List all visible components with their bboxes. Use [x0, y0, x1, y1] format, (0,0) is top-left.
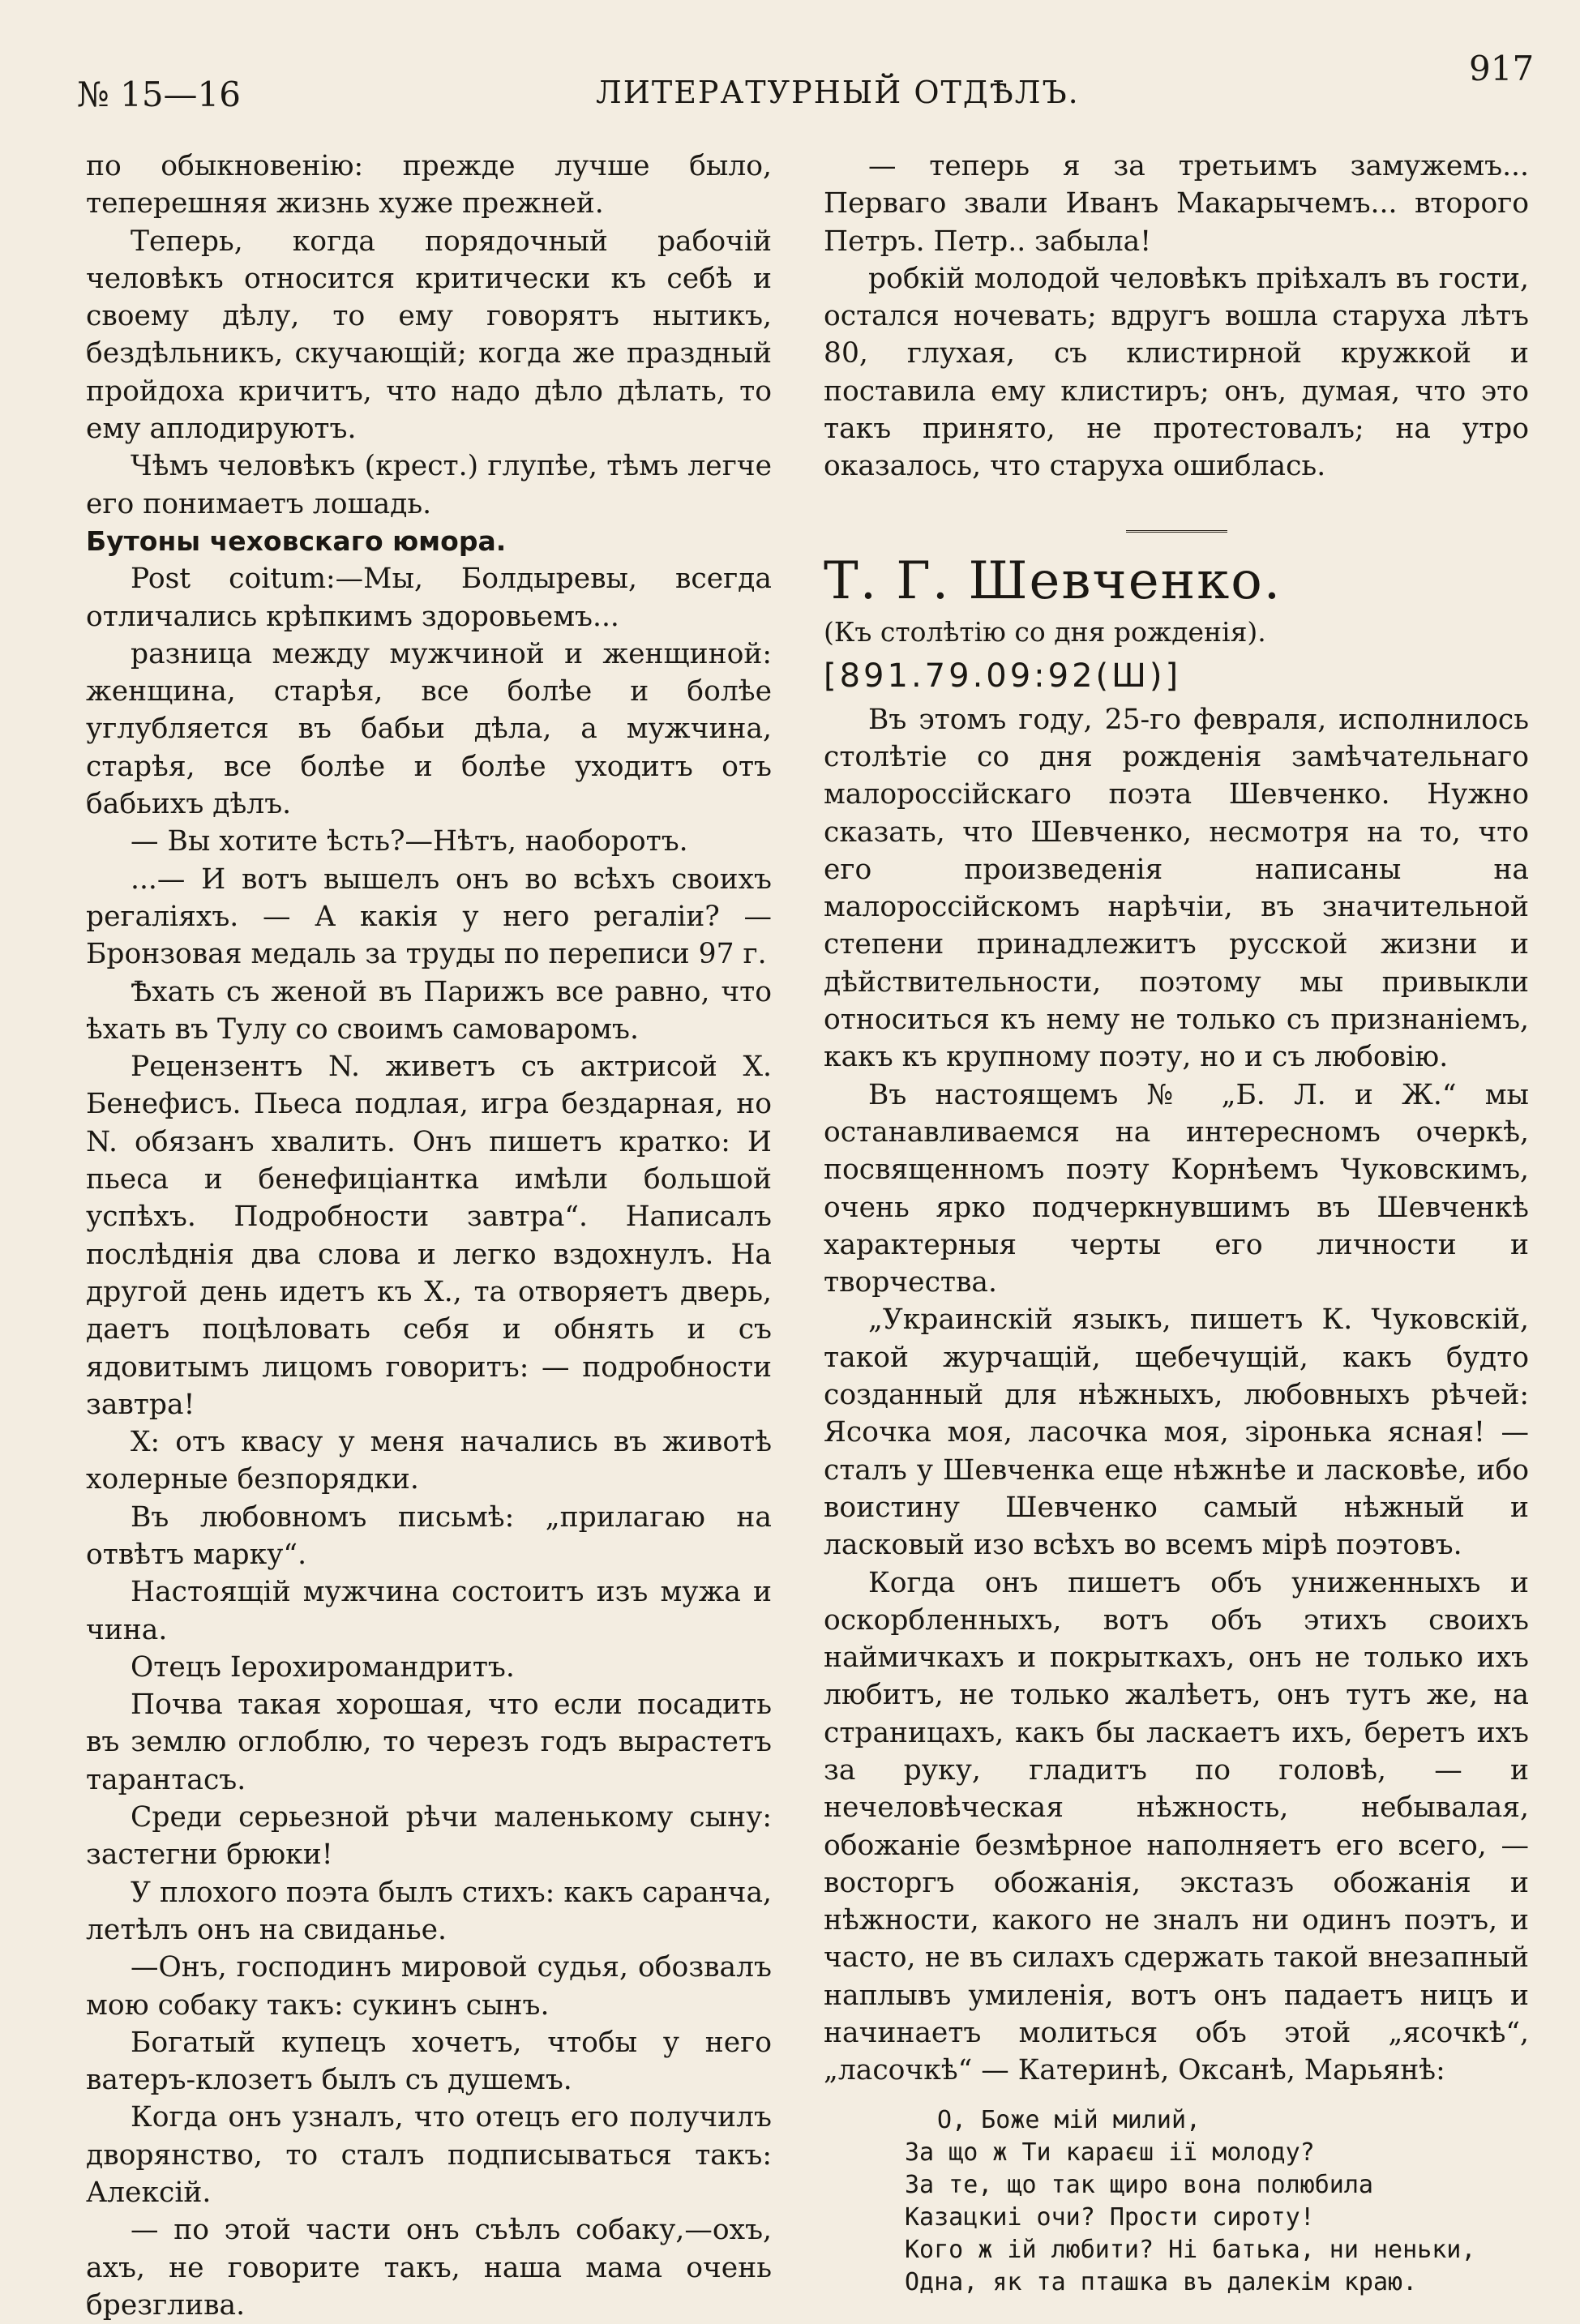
running-header: ЛИТЕРАТУРНЫЙ ОТДѢЛЪ.: [596, 75, 1080, 110]
paragraph: X: отъ квасу у меня начались въ животѣ холерные безпорядки.: [86, 1426, 772, 1496]
right-column: [824, 148, 1529, 2299]
paragraph: Почва такая хорошая, что если посадить въ землю оглоблю, то черезъ годъ вырастетъ тарантасъ.: [86, 1688, 772, 1796]
paragraph: Когда онъ узналъ, что отецъ его получилъ дворянство, то сталъ подписываться такъ: Алексій.: [86, 2101, 772, 2210]
article-subtitle: (Къ столѣтію со дня рожденія).: [824, 615, 1266, 648]
poem-line: За що ж Ти караєш ії молоду?: [905, 2138, 1315, 2167]
poem-line: За те, що так щиро вона полюбила: [905, 2170, 1373, 2199]
paragraph: Въ этомъ году, 25-го февраля, исполнилось столѣтіе со дня рожденія замѣчательнаго малороссійскаго поэта Шевченко. Нужно сказать, что Шевченко, несмотря на то, что его произведенія написаны на малороссійскомъ нарѣчіи, въ значительной степени принадлежитъ русской жизни и дѣйствительности, поэтому мы привыкли относиться къ нему не только съ признаніемъ, какъ къ крупному поэту, но и съ любовію.: [824, 703, 1529, 1074]
poem-line: Кого ж ій любити? Ні батька, ни неньки,: [905, 2235, 1476, 2264]
paragraph: Настоящій мужчина состоитъ изъ мужа и чина.: [86, 1576, 772, 1646]
article-title: Т. Г. Шевченко.: [824, 550, 1282, 611]
poem-line: Одна, як та пташка въ далекім краю.: [905, 2267, 1418, 2296]
classification-code: [891.79.09:92(Ш)]: [824, 657, 1182, 695]
poem-line: О, Боже мій милий,: [937, 2105, 1201, 2134]
paragraph: Post coitum:—Мы, Болдыревы, всегда отличались крѣпкимъ здоровьемъ...: [86, 563, 772, 633]
paragraph: Теперь, когда порядочный рабочій человѣкъ относится критически къ себѣ и своему дѣлу, то ему говорятъ нытикъ, бездѣльникъ, скучающій; когда же праздный пройдоха кричитъ, что надо дѣло дѣлать, то ему аплодируютъ.: [86, 225, 772, 446]
paragraph: Отецъ Іерохиромандритъ.: [131, 1650, 515, 1684]
paragraph: — Вы хотите ѣсть?—Нѣтъ, наоборотъ.: [131, 825, 688, 858]
paragraph: Рецензентъ N. живетъ съ актрисой X. Бенефисъ. Пьеса подлая, игра бездарная, но N. обязанъ хвалить. Онъ пишетъ кратко: И пьеса и бенефиціантка имѣли большой успѣхъ. Подробности завтра“. Написалъ послѣднія два слова и легко вздохнулъ. На другой день идетъ къ X., та отворяетъ дверь, даетъ поцѣловать себя и обнять и съ ядовитымъ лицомъ говоритъ: — подробности завтра!: [86, 1051, 772, 1421]
paragraph: ...— И вотъ вышелъ онъ во всѣхъ своихъ регаліяхъ. — А какія у него регаліи? — Бронзовая медаль за труды по переписи 97 г.: [86, 862, 772, 971]
paragraph: „Украинскій языкъ, пишетъ К. Чуковскій, такой журчащій, щебечущій, какъ будто созданный для нѣжныхъ, любовныхъ рѣчей: Ясочка моя, ласочка моя, зіронька ясная! — сталъ у Шевченка еще нѣжнѣе и ласковѣе, ибо воистину Шевченко самый нѣжный и ласковый изо всѣхъ во всемъ мірѣ поэтовъ.: [824, 1303, 1529, 1562]
section-divider: [1126, 530, 1227, 533]
paragraph: Чѣмъ человѣкъ (крест.) глупѣе, тѣмъ легче его понимаетъ лошадь.: [86, 450, 772, 520]
paragraph: по обыкновенію: прежде лучше было, теперешняя жизнь хуже прежней.: [86, 150, 772, 220]
paragraph: —Онъ, господинъ мировой судья, обозвалъ мою собаку такъ: сукинъ сынъ.: [86, 1951, 772, 2022]
poem-line: Казацкиі очи? Прости сироту!: [905, 2202, 1315, 2232]
poem-quote: [905, 2104, 1529, 2299]
paragraph: разница между мужчиной и женщиной: женщина, старѣя, все болѣе и болѣе углубляется въ бабьи дѣла, а мужчина, старѣя, все болѣе и болѣе уходитъ отъ бабьихъ дѣлъ.: [86, 637, 772, 821]
paragraph: Ѣхать съ женой въ Парижъ все равно, что ѣхать въ Тулу со своимъ самоваромъ.: [86, 975, 772, 1046]
page-number: 917: [1469, 49, 1535, 88]
paragraph: У плохого поэта былъ стихъ: какъ саранча, летѣлъ онъ на свиданье.: [86, 1876, 772, 1946]
paragraph: Въ настоящемъ № „Б. Л. и Ж.“ мы останавливаемся на интересномъ очеркѣ, посвященномъ поэту Корнѣемъ Чуковскимъ, очень ярко подчеркнувшимъ въ Шевченкѣ характерныя черты его личности и творчества.: [824, 1078, 1529, 1299]
paragraph: Въ любовномъ письмѣ: „прилагаю на отвѣтъ марку“.: [86, 1500, 772, 1571]
paragraph: робкій молодой человѣкъ пріѣхалъ въ гости, остался ночевать; вдругъ вошла старуха лѣтъ 80, глухая, съ клистирной кружкой и поставила ему клистиръ; онъ, думая, что это такъ принято, не протестовалъ; на утро оказалось, что старуха ошиблась.: [824, 262, 1529, 483]
section-title: Бутоны чеховскаго юмора.: [86, 524, 507, 557]
paragraph: Среди серьезной рѣчи маленькому сыну: застегни брюки!: [86, 1801, 772, 1872]
left-column: [86, 148, 772, 2324]
paragraph: — по этой части онъ съѣлъ собаку,—охъ, ахъ, не говорите такъ, наша мама очень брезглива.: [86, 2214, 772, 2322]
paragraph: Когда онъ пишетъ объ униженныхъ и оскорбленныхъ, вотъ объ этихъ своихъ наймичкахъ и покрыткахъ, онъ не только ихъ любитъ, не только жалѣетъ, онъ тутъ же, на страницахъ, какъ бы ласкаетъ ихъ, беретъ ихъ за руку, гладитъ по головѣ, — и нечеловѣческая нѣжность, небывалая, обожаніе безмѣрное наполняетъ его всего, — восторгъ обожанія, экстазъ обожанія и нѣжности, какого не зналъ ни одинъ поэтъ, и часто, не въ силахъ сдержать такой внезапный наплывъ умиленія, вотъ онъ падаетъ ницъ и начинаетъ молиться объ этой „ясочкѣ“, „ласочкѣ“ — Катеринѣ, Оксанѣ, Марьянѣ:: [824, 1566, 1529, 2087]
issue-number: № 15—16: [77, 75, 241, 114]
paragraph: Богатый купецъ хочетъ, чтобы у него ватеръ-клозетъ былъ съ душемъ.: [86, 2026, 772, 2097]
paragraph: — теперь я за третьимъ замужемъ... Перваго звали Иванъ Макарычемъ... второго Петръ. Петр.. забыла!: [824, 150, 1529, 258]
